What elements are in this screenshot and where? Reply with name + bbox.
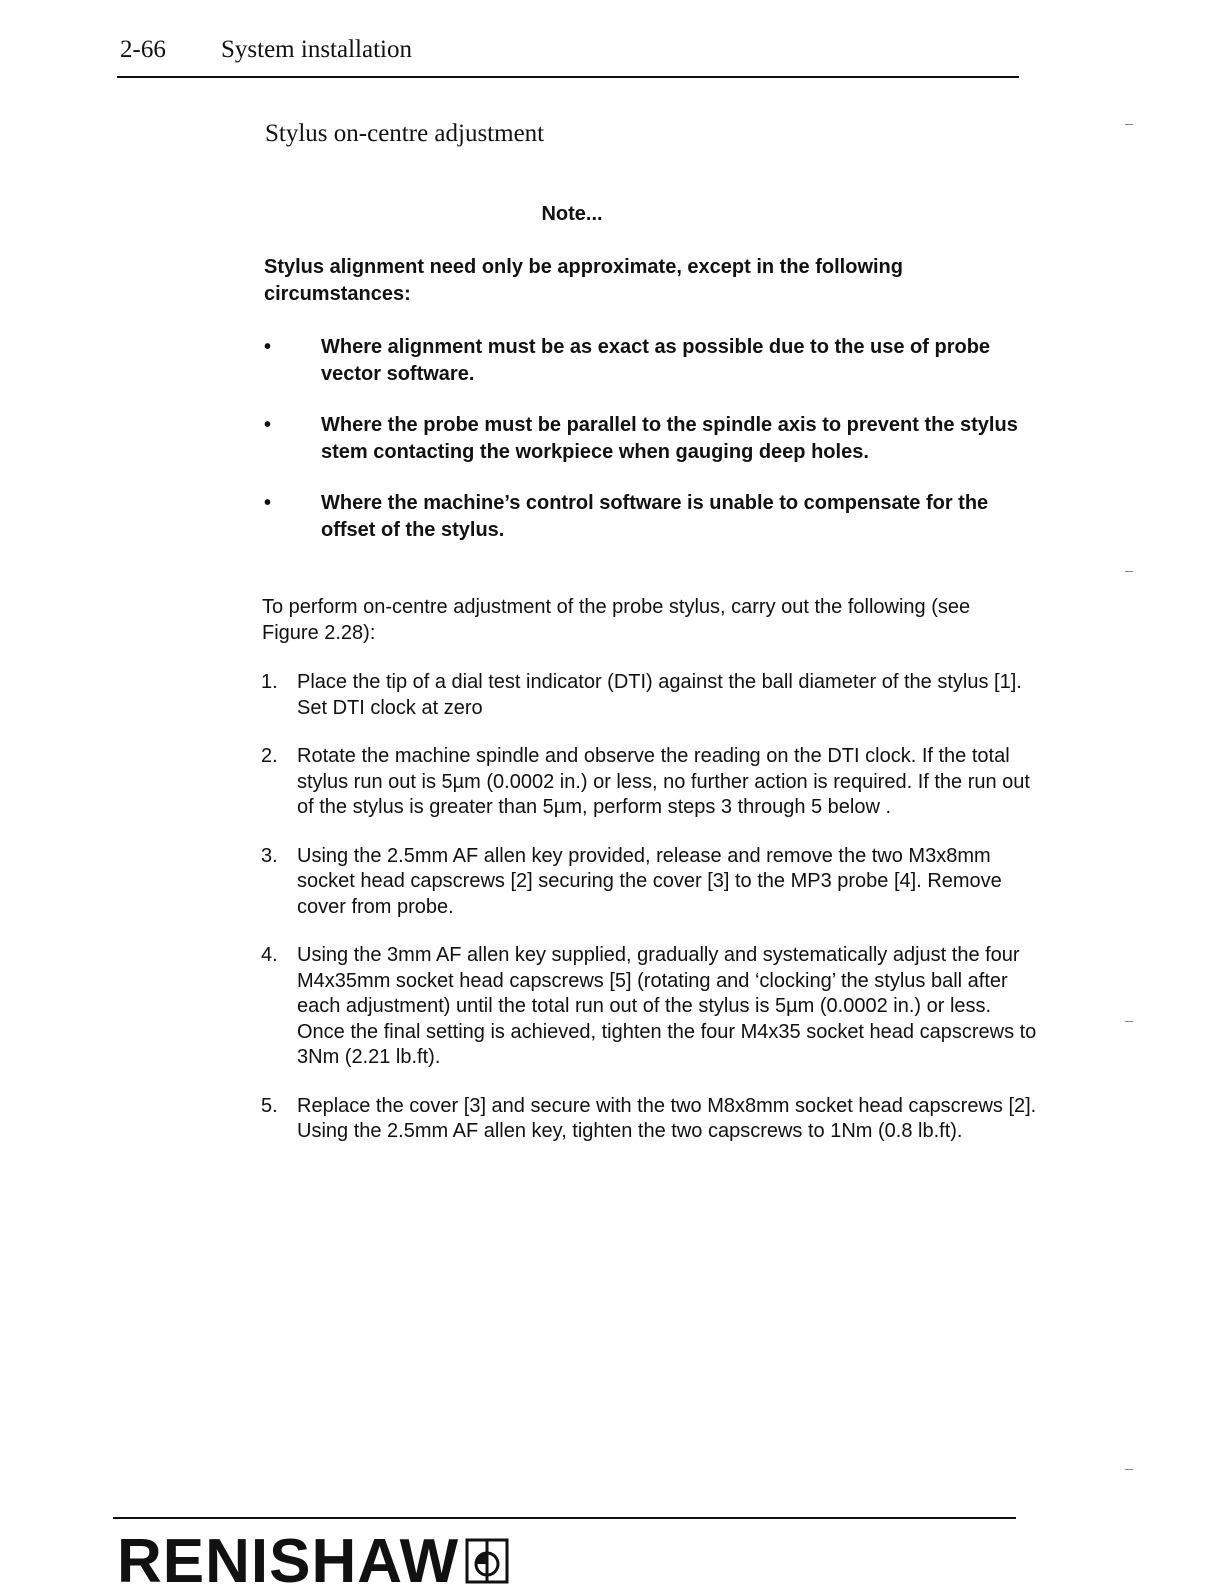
margin-mark <box>1125 1469 1133 1470</box>
bullet-text: Where the machine’s control software is unable to compensate for the offset of the stylus. <box>321 492 989 541</box>
step-number: 4. <box>261 944 278 966</box>
step-text: Place the tip of a dial test indicator (DTI) against the ball diameter of the stylus [1]. Set DTI clock at zero <box>297 671 1022 719</box>
bullet-icon: • <box>264 414 272 436</box>
step-text: Rotate the machine spindle and observe the reading on the DTI clock. If the total stylus run out is 5µm (0.0002 in.) or less, no further action is required. If the run out of the stylus is greater than 5µm, perform steps 3 through 5 below . <box>297 745 1030 818</box>
margin-mark <box>1125 571 1133 572</box>
page-number: 2-66 <box>120 36 166 63</box>
step-item <box>261 844 1041 921</box>
note-bullet-list <box>264 334 1034 568</box>
logo-text: RENISHAW <box>117 1527 460 1584</box>
margin-mark <box>1125 1021 1133 1022</box>
page-header <box>117 32 1019 78</box>
footer-rule <box>113 1517 1016 1519</box>
bullet-icon: • <box>264 492 272 514</box>
step-item <box>261 943 1041 1071</box>
step-text: Replace the cover [3] and secure with the two M8x8mm socket head capscrews [2]. Using the 2.5mm AF allen key, tighten the two capscrews to 1Nm (0.8 lb.ft). <box>297 1094 1037 1142</box>
step-number: 2. <box>261 745 278 767</box>
bullet-item <box>264 490 1034 543</box>
step-text: Using the 3mm AF allen key supplied, gradually and systematically adjust the four M4x35mm socket head capscrews [5] (rotating and ‘clocking’ the stylus ball after each adjustment) until the total run out of the stylus is 5µm (0.0002 in.) or less. Once the final setting is achieved, tighten the four M4x35 socket head capscrews to 3Nm (2.21 lb.ft). <box>297 944 1037 1068</box>
step-list <box>261 670 1041 1168</box>
renishaw-logo <box>117 1524 509 1584</box>
margin-mark <box>1125 124 1133 125</box>
step-item <box>261 1094 1041 1145</box>
step-item <box>261 670 1041 721</box>
bullet-text: Where alignment must be as exact as possible due to the use of probe vector software. <box>321 336 991 385</box>
bullet-text: Where the probe must be parallel to the spindle axis to prevent the stylus stem contacting the workpiece when gauging deep holes. <box>321 414 1018 463</box>
section-title: System installation <box>221 36 412 63</box>
note-title: Note... <box>541 203 603 225</box>
renishaw-symbol-icon <box>465 1538 509 1584</box>
step-text: Using the 2.5mm AF allen key provided, release and remove the two M3x8mm socket head capscrews [2] securing the cover [3] to the MP3 probe [4]. Remove cover from probe. <box>297 844 1002 918</box>
step-item <box>261 744 1041 821</box>
step-number: 5. <box>261 1094 278 1117</box>
intro-paragraph: To perform on-centre adjustment of the probe stylus, carry out the following (see Figure 2.28): <box>262 596 971 644</box>
bullet-item <box>264 412 1034 465</box>
bullet-icon: • <box>264 336 272 358</box>
step-number: 3. <box>261 844 278 867</box>
step-number: 1. <box>261 671 278 693</box>
bullet-item <box>264 334 1034 387</box>
note-text: Stylus alignment need only be approximate, except in the following circumstances: <box>264 256 903 305</box>
section-heading: Stylus on-centre adjustment <box>265 120 545 147</box>
